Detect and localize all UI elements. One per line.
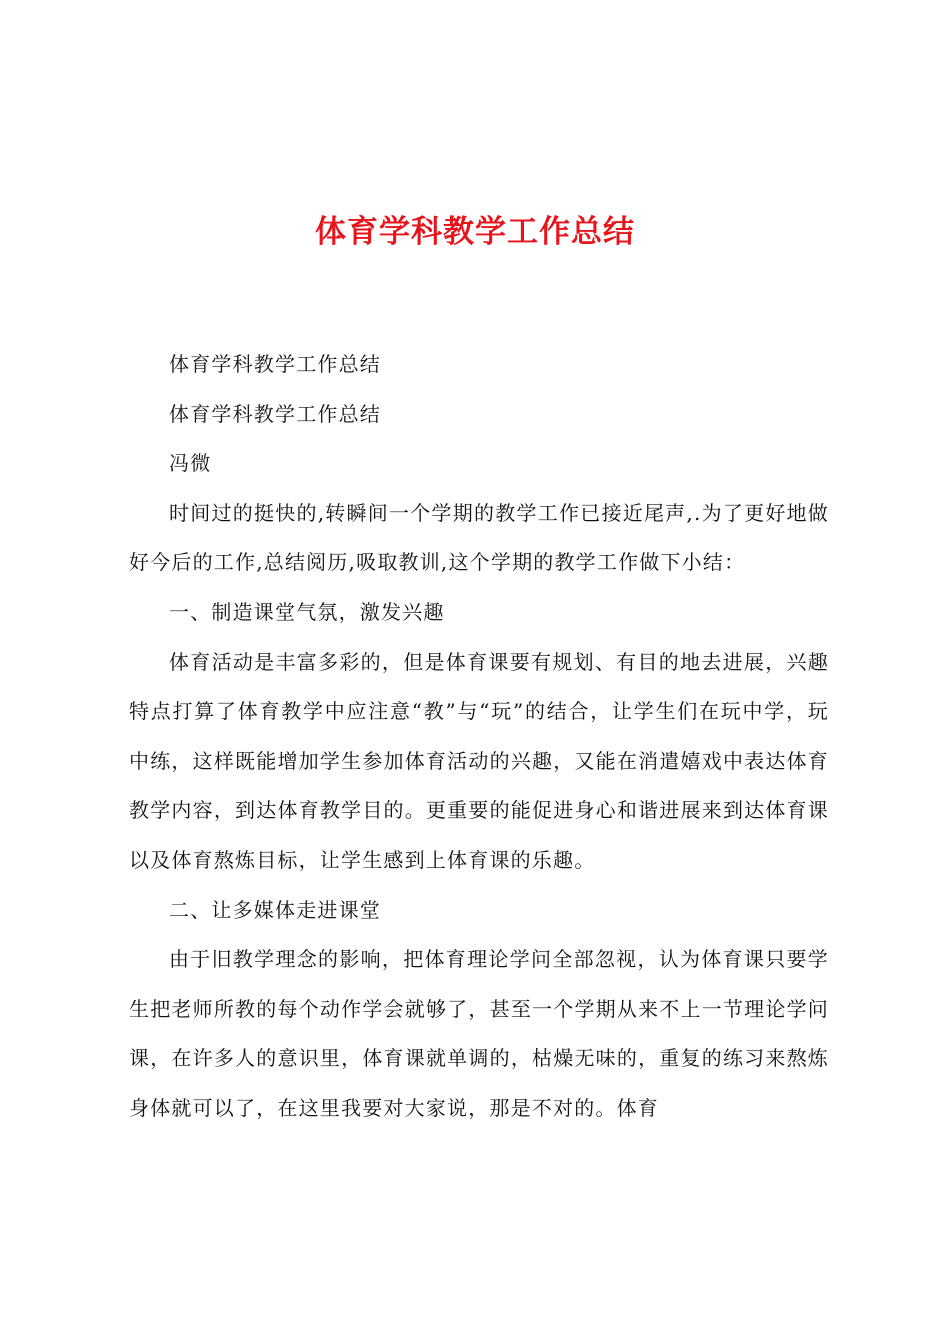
paragraph-subtitle-2: 体育学科教学工作总结 bbox=[169, 401, 381, 426]
paragraph-section-2: 由于旧教学理念的影响，把体育理论学问全部忽视，认为体育课只要学生把老师所教的每个动作学会就够了，甚至一个学期从来不上一节理论学问课，在许多人的意识里，体育课就单调的，枯燥无味的，重复的练习来熬炼身体就可以了，在这里我要对大家说，那是不对的。体育 bbox=[129, 947, 829, 1120]
document-title: 体育学科教学工作总结 bbox=[315, 214, 635, 250]
document-body bbox=[129, 340, 829, 1134]
paragraph-subtitle-1: 体育学科教学工作总结 bbox=[169, 352, 381, 376]
paragraph-section-1: 体育活动是丰富多彩的，但是体育课要有规划、有目的地去进展，兴趣特点打算了体育教学中应注意“教”与“玩”的结合，让学生们在玩中学，玩中练，这样既能增加学生参加体育活动的兴趣，又能在消遣嬉戏中表达体育教学内容，到达体育教学目的。更重要的能促进身心和谐进展来到达体育课以及体育熬炼目标，让学生感到上体育课的乐趣。 bbox=[129, 649, 829, 872]
paragraph-intro: 时间过的挺快的,转瞬间一个学期的教学工作已接近尾声,.为了更好地做好今后的工作,总结阅历,吸取教训,这个学期的教学工作做下小结： bbox=[129, 500, 829, 575]
section-heading-2: 二、让多媒体走进课堂 bbox=[169, 897, 381, 922]
paragraph-author: 冯微 bbox=[169, 451, 212, 476]
section-heading-1: 一、制造课堂气氛，激发兴趣 bbox=[169, 599, 445, 624]
